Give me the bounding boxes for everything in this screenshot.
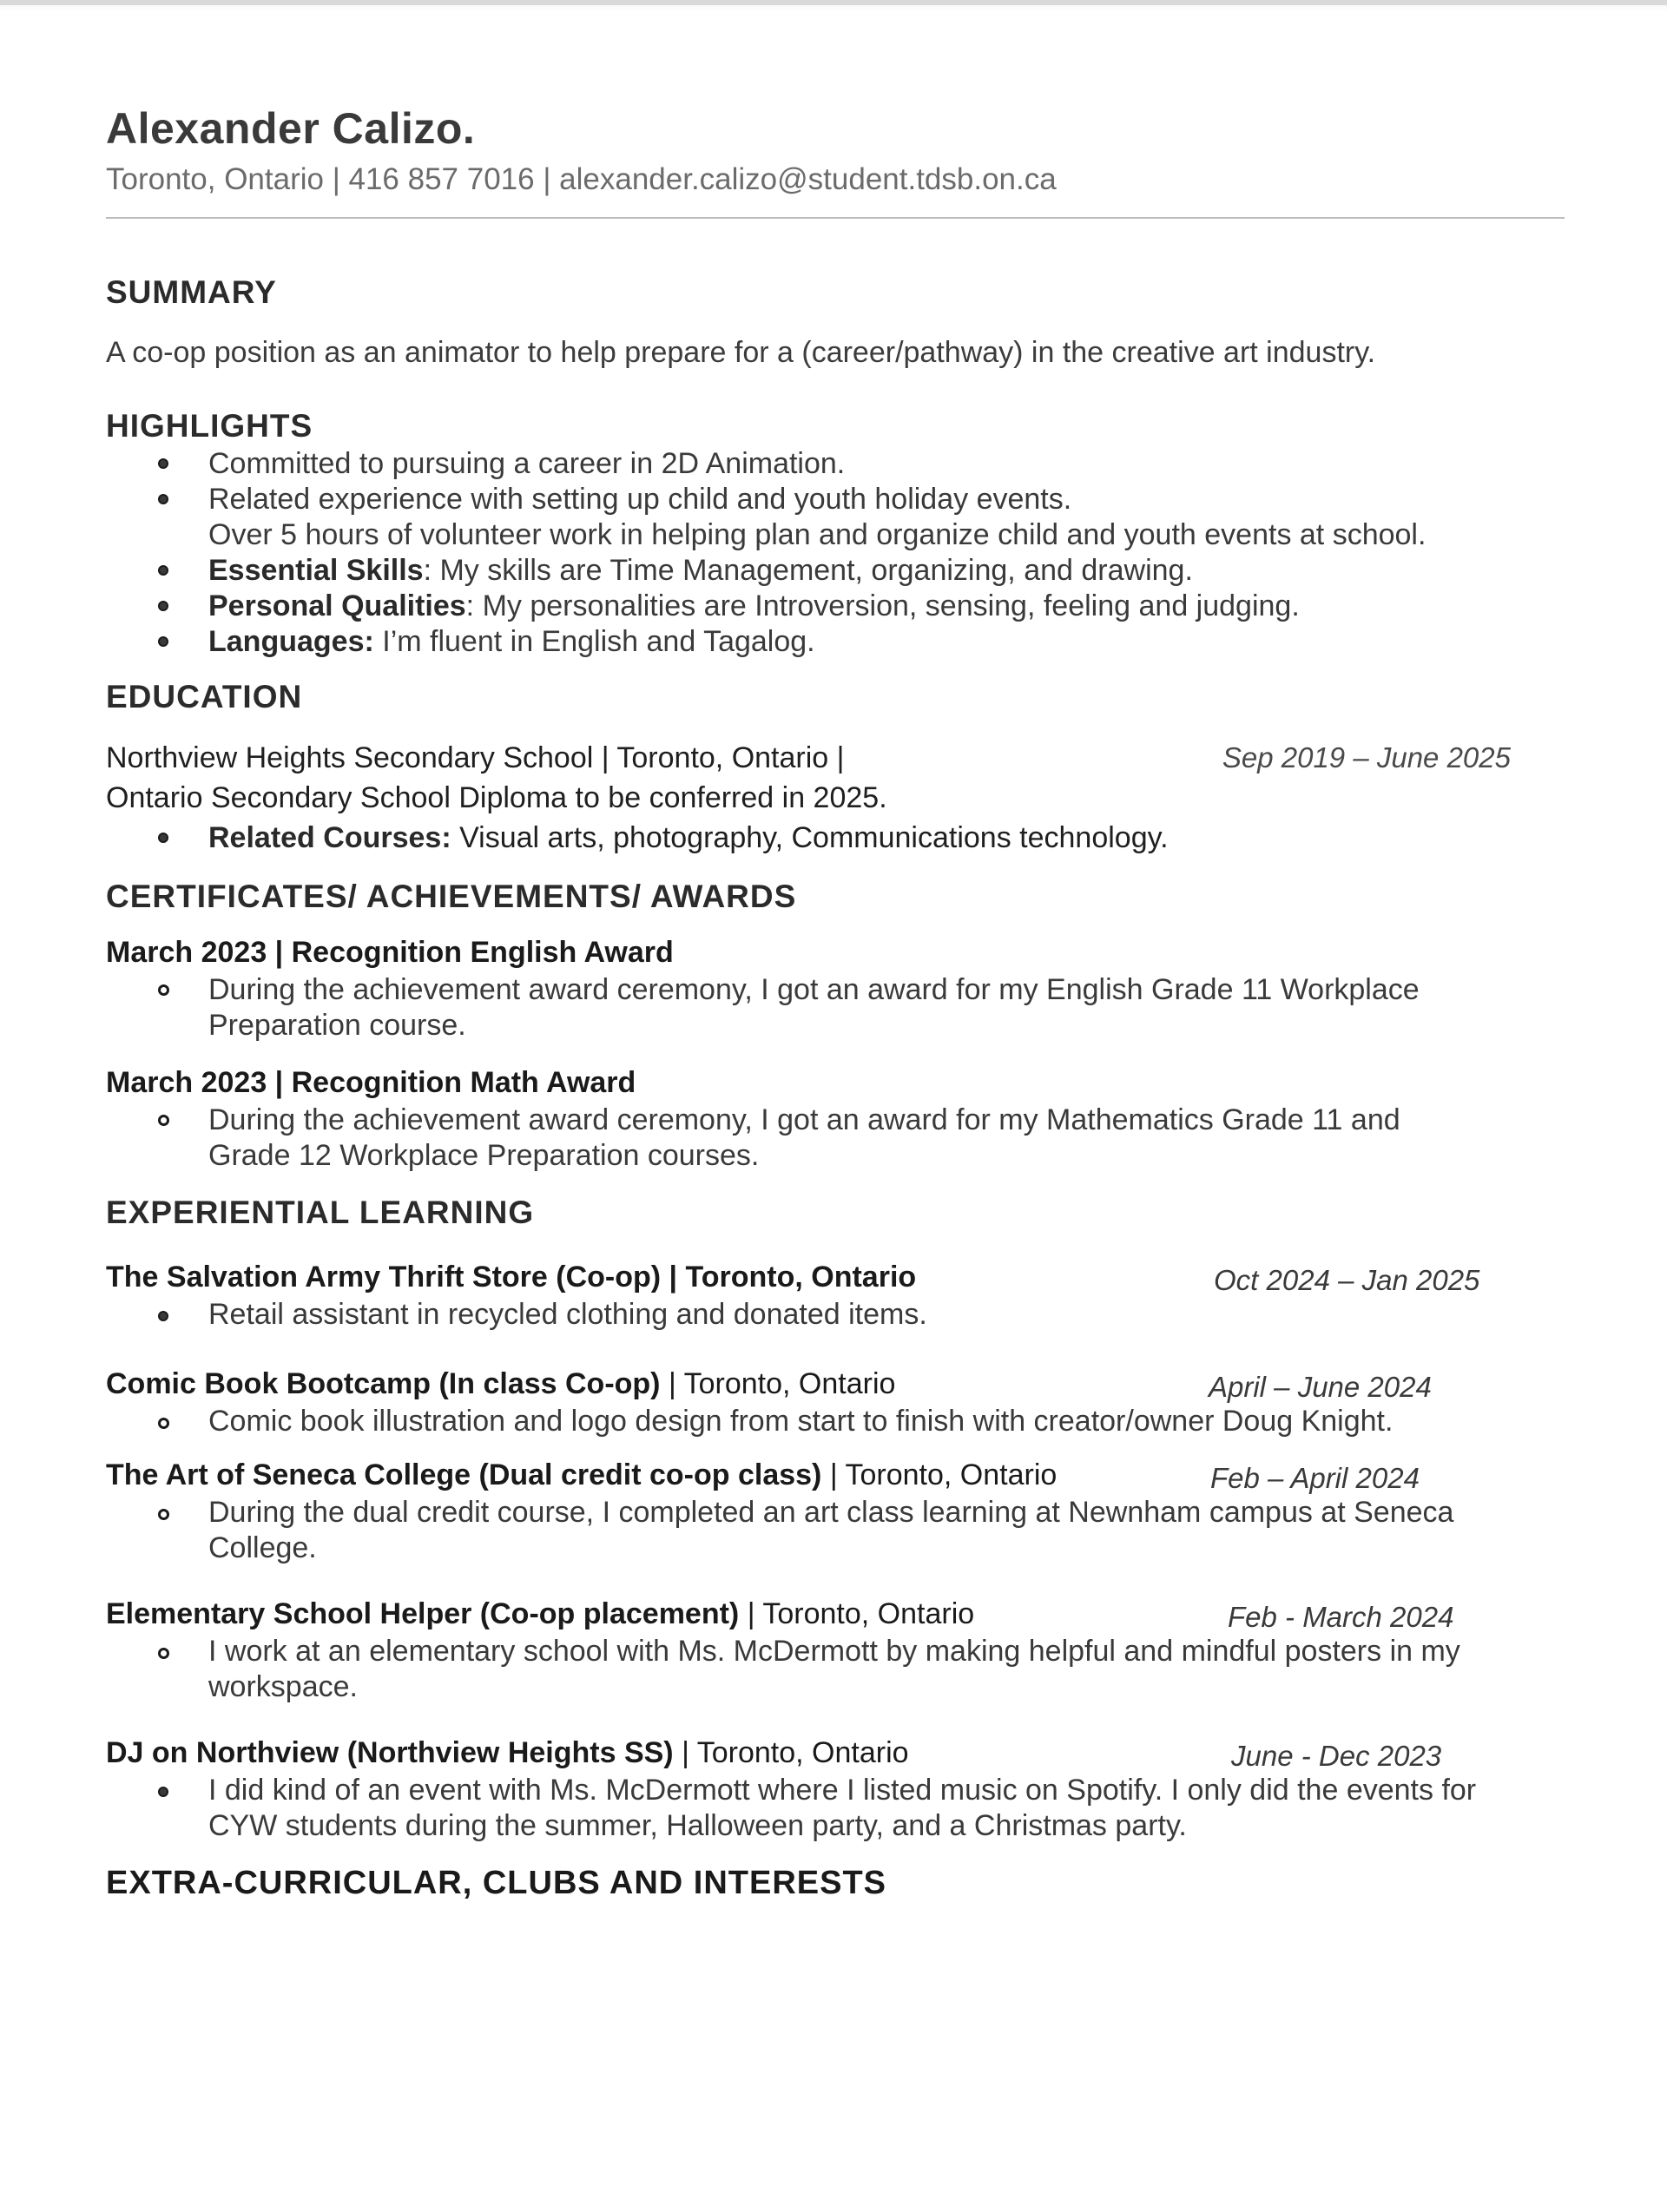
experience-entry [106, 1257, 1556, 1297]
job-detail-text: During the dual credit course, I completed an art class learning at Newnham campus at Seneca [208, 1496, 1454, 1529]
award-text-continued: Preparation course. [208, 1009, 466, 1042]
bullet-icon [158, 636, 168, 647]
list-item [106, 446, 1556, 482]
job-title: The Art of Seneca College (Dual credit co-op class) [106, 1458, 822, 1491]
education-entry [106, 738, 1511, 778]
education-heading: EDUCATION [106, 679, 303, 714]
bullet-icon [158, 1311, 168, 1321]
bullet-ring-icon [158, 1648, 169, 1659]
experience-entry [106, 1733, 1556, 1773]
job-details [106, 1297, 1556, 1333]
experience-entry [106, 1594, 1556, 1634]
bullet-icon [158, 458, 168, 469]
courses-text: Visual arts, photography, Communications technology. [451, 821, 1169, 854]
job-title: Elementary School Helper (Co-op placement) [106, 1597, 740, 1630]
summary-heading: SUMMARY [106, 274, 277, 310]
school-name: Northview Heights Secondary School | Toronto, Ontario | [106, 741, 845, 774]
job-dates: Feb – April 2024 [1210, 1462, 1420, 1494]
highlight-label: Personal Qualities [208, 589, 466, 622]
job-detail-text-continued: CYW students during the summer, Halloween party, and a Christmas party. [208, 1809, 1187, 1842]
job-location: | Toronto, Ontario [660, 1367, 896, 1400]
job-location: | Toronto, Ontario [739, 1597, 975, 1630]
bullet-icon [158, 601, 168, 611]
highlight-text-continued: Over 5 hours of volunteer work in helping plan and organize child and youth events at school. [208, 518, 1427, 551]
job-dates: Oct 2024 – Jan 2025 [1214, 1264, 1480, 1296]
bullet-ring-icon [158, 984, 169, 996]
bullet-icon [158, 494, 168, 504]
list-item [106, 1495, 1556, 1566]
header-divider [106, 217, 1565, 219]
award-list [106, 1103, 1556, 1174]
job-title: Comic Book Bootcamp (In class Co-op) [106, 1367, 661, 1400]
job-title: The Salvation Army Thrift Store (Co-op) | Toronto, Ontario [106, 1261, 917, 1294]
list-item [106, 972, 1556, 1043]
list-item [106, 482, 1556, 553]
highlights-list [106, 446, 1556, 660]
job-location: | Toronto, Ontario [821, 1458, 1058, 1491]
contact-line: Toronto, Ontario | 416 857 7016 | alexander.calizo@student.tdsb.on.ca [106, 162, 1057, 196]
job-details [106, 1634, 1556, 1705]
job-title: DJ on Northview (Northview Heights SS) [106, 1736, 674, 1769]
award-heading: March 2023 | Recognition Math Award [106, 1066, 636, 1099]
list-item [106, 1103, 1556, 1174]
highlight-text: Related experience with setting up child and youth holiday events. [208, 483, 1072, 516]
job-details [106, 1773, 1556, 1844]
job-details [106, 1404, 1556, 1439]
experience-entry [106, 1364, 1556, 1404]
job-dates: April – June 2024 [1209, 1371, 1432, 1403]
list-item [106, 624, 1556, 660]
resume-document [106, 102, 1556, 1903]
bullet-ring-icon [158, 1418, 169, 1429]
job-detail-text-continued: College. [208, 1531, 317, 1564]
job-detail-text: I did kind of an event with Ms. McDermott where I listed music on Spotify. I only did the events for [208, 1774, 1477, 1807]
bullet-ring-icon [158, 1115, 169, 1126]
experience-heading: EXPERIENTIAL LEARNING [106, 1195, 535, 1230]
highlight-text: : My personalities are Introversion, sensing, feeling and judging. [465, 589, 1300, 622]
list-item [106, 1773, 1556, 1844]
job-detail-text: Comic book illustration and logo design from start to finish with creator/owner Doug Knight. [208, 1405, 1394, 1438]
highlight-label: Essential Skills [208, 554, 424, 587]
job-detail-text: Retail assistant in recycled clothing and donated items. [208, 1298, 927, 1331]
job-dates: Feb - March 2024 [1228, 1601, 1454, 1633]
paper-top-edge [0, 0, 1667, 5]
highlight-text: : My skills are Time Management, organizing, and drawing. [423, 554, 1193, 587]
award-list [106, 972, 1556, 1043]
award-text: During the achievement award ceremony, I got an award for my English Grade 11 Workplace [208, 973, 1420, 1006]
courses-list [106, 818, 1556, 858]
award-text: During the achievement award ceremony, I got an award for my Mathematics Grade 11 and [208, 1103, 1400, 1136]
bullet-icon [158, 833, 168, 843]
award-text-continued: Grade 12 Workplace Preparation courses. [208, 1139, 760, 1172]
job-detail-text-continued: workspace. [208, 1670, 358, 1703]
list-item [106, 1634, 1556, 1705]
highlights-heading: HIGHLIGHTS [106, 408, 313, 444]
summary-text: A co-op position as an animator to help prepare for a (career/pathway) in the creative art industry. [106, 336, 1376, 369]
courses-label: Related Courses: [208, 821, 451, 854]
list-item [106, 589, 1556, 624]
certificates-heading: CERTIFICATES/ ACHIEVEMENTS/ AWARDS [106, 879, 797, 914]
job-details [106, 1495, 1556, 1566]
highlight-text: I’m fluent in English and Tagalog. [373, 625, 815, 658]
job-location: | Toronto, Ontario [673, 1736, 909, 1769]
job-dates: June - Dec 2023 [1231, 1740, 1442, 1772]
job-detail-text: I work at an elementary school with Ms. McDermott by making helpful and mindful posters in my [208, 1635, 1460, 1668]
list-item [106, 1404, 1556, 1439]
experience-entry [106, 1455, 1556, 1495]
resume-name: Alexander Calizo. [106, 104, 476, 153]
highlight-label: Languages: [208, 625, 374, 658]
award-heading: March 2023 | Recognition English Award [106, 936, 674, 969]
list-item [106, 1297, 1556, 1333]
bullet-icon [158, 1787, 168, 1797]
list-item [106, 553, 1556, 589]
bullet-icon [158, 565, 168, 576]
highlight-text: Committed to pursuing a career in 2D Animation. [208, 447, 846, 480]
extracurricular-heading: EXTRA-CURRICULAR, CLUBS AND INTERESTS [106, 1865, 887, 1901]
diploma-line: Ontario Secondary School Diploma to be conferred in 2025. [106, 781, 887, 814]
list-item [106, 818, 1556, 858]
bullet-ring-icon [158, 1509, 169, 1520]
education-dates: Sep 2019 – June 2025 [1222, 741, 1511, 774]
